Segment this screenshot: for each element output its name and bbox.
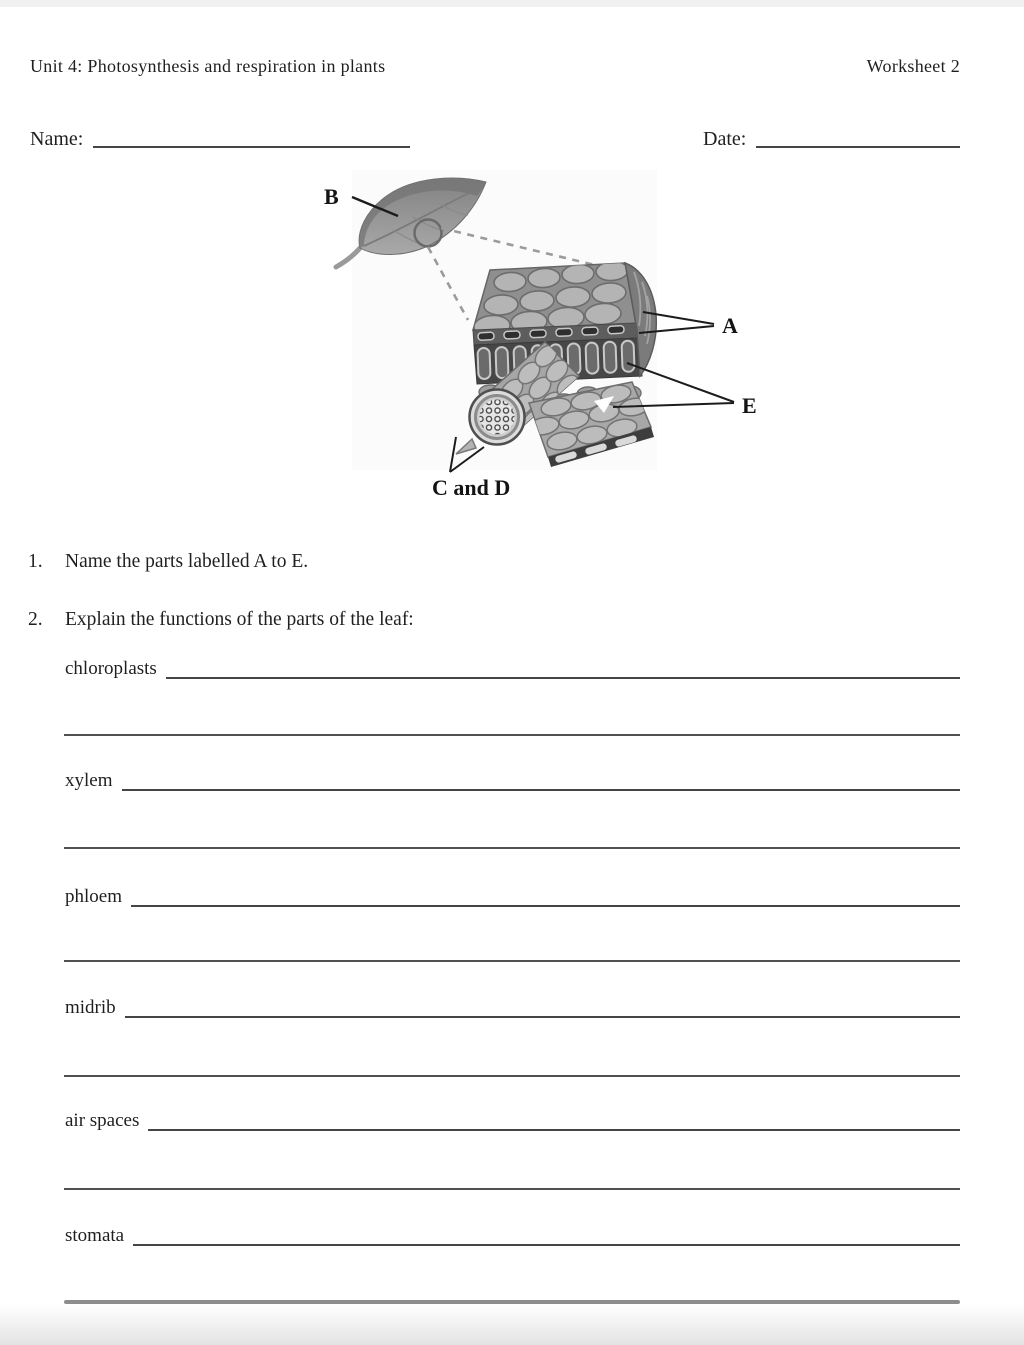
answer-field-air-spaces: [65, 1108, 960, 1134]
answer-label: midrib: [65, 997, 116, 1018]
name-label: Name:: [30, 128, 84, 150]
date-blank-line[interactable]: [756, 146, 960, 148]
continuation-line[interactable]: [64, 960, 960, 962]
question-2: [28, 608, 960, 632]
question-1: [28, 550, 960, 574]
continuation-line[interactable]: [64, 1075, 960, 1077]
answer-label: phloem: [65, 886, 122, 907]
continuation-line[interactable]: [64, 1188, 960, 1190]
answer-field-xylem: [65, 768, 960, 794]
answer-blank-line[interactable]: [148, 1129, 960, 1131]
question-2-text: Explain the functions of the parts of the leaf:: [65, 609, 414, 630]
answer-blank-line[interactable]: [122, 789, 961, 791]
diagram-label-cd: C and D: [432, 475, 511, 500]
answer-label: xylem: [65, 770, 113, 791]
answer-label: chloroplasts: [65, 658, 157, 679]
answer-blank-line[interactable]: [131, 905, 960, 907]
scan-top-edge: [0, 0, 1024, 7]
question-1-number: 1.: [28, 551, 43, 572]
answer-label: air spaces: [65, 1110, 140, 1131]
diagram-label-e: E: [742, 393, 757, 418]
answer-label: stomata: [65, 1225, 125, 1246]
name-field: [30, 126, 410, 152]
unit-title: Unit 4: Photosynthesis and respiration in plants: [30, 56, 386, 76]
date-field: [703, 126, 960, 152]
answer-blank-line[interactable]: [125, 1016, 960, 1018]
question-1-text: Name the parts labelled A to E.: [65, 551, 309, 572]
continuation-line[interactable]: [64, 734, 960, 736]
continuation-line[interactable]: [64, 1300, 960, 1304]
answer-field-phloem: [65, 884, 960, 910]
answer-field-stomata: [65, 1223, 960, 1249]
answer-field-midrib: [65, 995, 960, 1021]
answer-blank-line[interactable]: [133, 1244, 960, 1246]
diagram-label-b: B: [324, 184, 339, 209]
name-blank-line[interactable]: [93, 146, 410, 148]
scan-bottom-edge: [0, 1305, 1024, 1345]
vascular-bundle-vessels: [480, 400, 515, 435]
answer-field-chloroplasts: [65, 656, 960, 682]
worksheet-number: Worksheet 2: [866, 56, 960, 76]
answer-blank-line[interactable]: [166, 677, 960, 679]
question-2-number: 2.: [28, 609, 43, 630]
leaf-cross-section: [456, 260, 656, 467]
date-label: Date:: [703, 128, 747, 150]
continuation-line[interactable]: [64, 847, 960, 849]
leaf-structure-diagram: [298, 160, 768, 510]
diagram-label-a: A: [722, 313, 738, 338]
